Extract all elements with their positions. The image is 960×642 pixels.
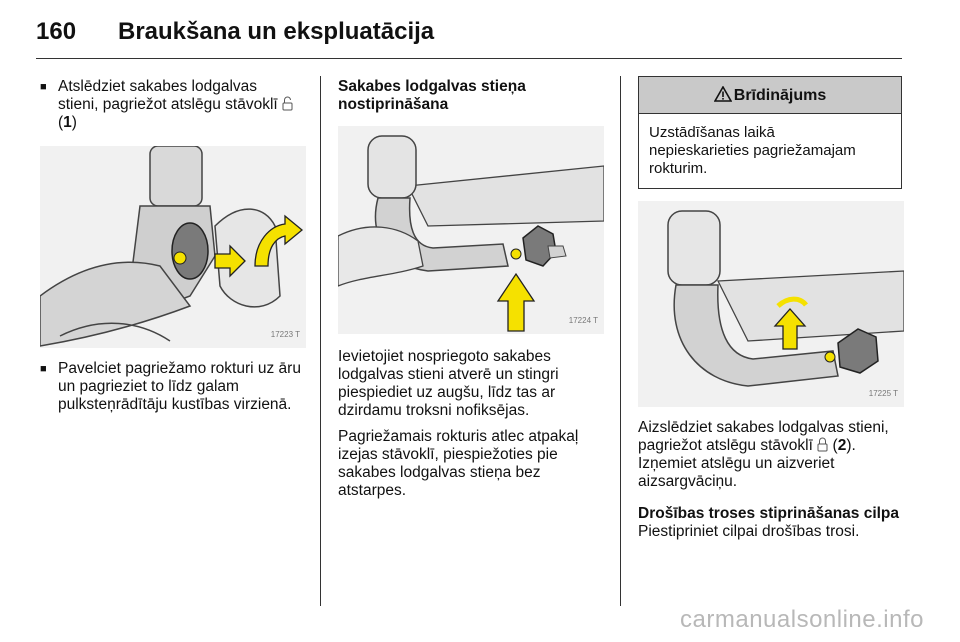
watermark: carmanualsonline.info	[680, 606, 924, 633]
lock-bar-illustration	[638, 201, 904, 407]
header-rule	[36, 58, 902, 59]
warning-body: Uzstādīšanas laikā nepieskarieties pagriežamajam rokturim.	[649, 124, 856, 177]
warning-box	[638, 76, 902, 189]
figure-code: 17223 T	[270, 330, 300, 339]
lock-instructions: Aizslēdziet sakabes lodgalvas stieni, pagriežot atslēgu stāvoklī (2). Izņemiet atslēgu un aizveriet aizsargvāciņu.	[638, 419, 889, 490]
safety-cable-text: Piestipriniet cilpai drošības trosi.	[638, 523, 860, 540]
page-number: 160	[36, 18, 77, 45]
insert-instructions: Ievietojiet nospriegoto sakabes lodgalvas stieni atverē un stingri piespiediet uz augšu, līdz tas ar dzirdamu troksni nofiksējas.	[338, 348, 559, 419]
figure-code: 17224 T	[568, 316, 598, 325]
unlock-handle-illustration	[40, 146, 306, 348]
handle-return-text: Pagriežamais rokturis atlec atpakaļ izejas stāvoklī, piespiežoties pie sakabes lodgalvas stieņa bez atstarpes.	[338, 428, 579, 499]
figure-insert-bar	[338, 126, 604, 334]
page-title: Braukšana un ekspluatācija	[118, 18, 435, 45]
column-divider-1	[320, 76, 321, 606]
open-padlock-icon	[282, 96, 293, 111]
safety-cable-heading: Drošības troses stiprināšanas cilpa	[638, 505, 900, 522]
figure-unlock-handle	[40, 146, 306, 348]
column-2	[338, 78, 606, 500]
step-1-text: ■ Atslēdziet sakabes lodgalvas stieni, pagriežot atslēgu stāvoklī (1)	[40, 78, 308, 132]
warning-triangle-icon	[714, 86, 732, 102]
step-2-text: ■ Pavelciet pagriežamo rokturi uz āru un pagrieziet to līdz galam pulksteņrādītāju kustības virzienā.	[40, 360, 308, 414]
closed-padlock-icon	[817, 437, 828, 452]
insert-bar-illustration	[338, 126, 604, 334]
figure-code: 17225 T	[868, 389, 898, 398]
section-heading: Sakabes lodgalvas stieņa nostiprināšana	[338, 78, 526, 113]
column-3	[638, 76, 904, 541]
column-1	[40, 78, 308, 414]
warning-header	[639, 77, 901, 114]
figure-lock-bar	[638, 201, 904, 407]
column-divider-2	[620, 76, 621, 606]
warning-title: Brīdinājums	[733, 87, 827, 104]
